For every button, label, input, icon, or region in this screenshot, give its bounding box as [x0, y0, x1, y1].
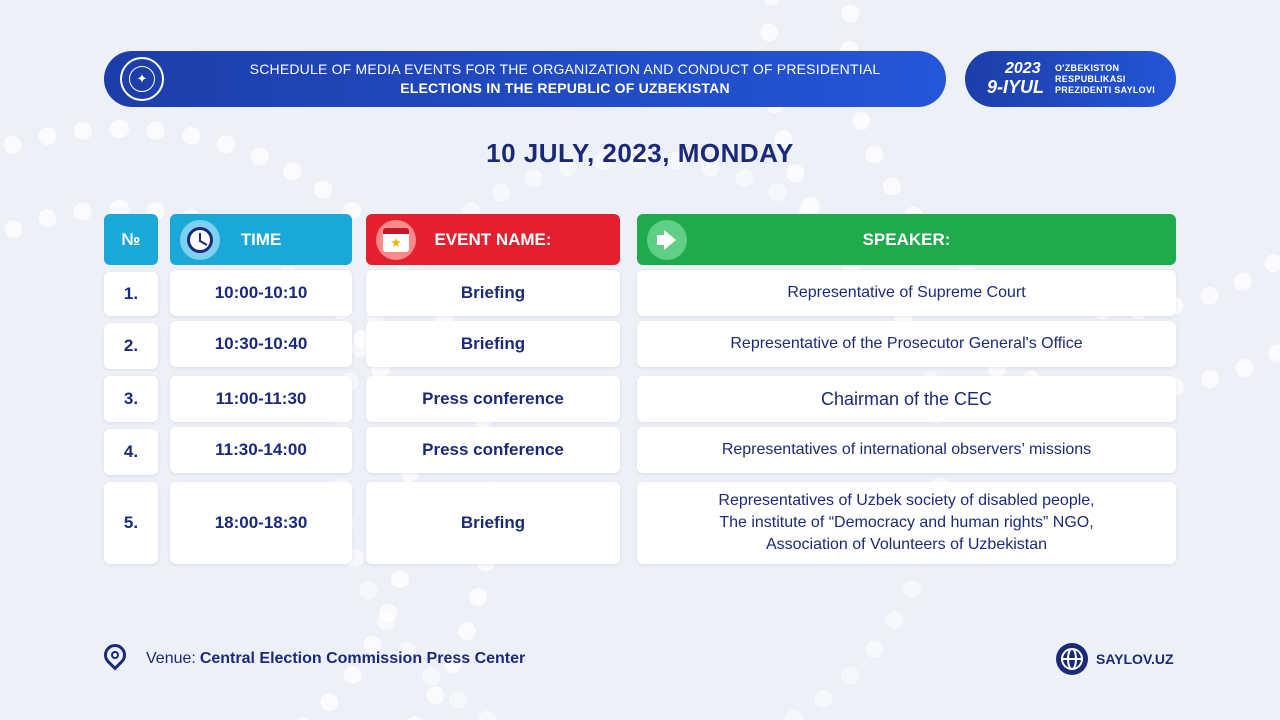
website-label: SAYLOV.UZ — [1096, 651, 1174, 667]
row-1-speaker: Representative of Supreme Court — [637, 270, 1176, 316]
row-2-speaker: Representative of the Prosecutor General's Office — [637, 321, 1176, 367]
header-event-label: EVENT NAME: — [434, 229, 552, 249]
date-title: 10 JULY, 2023, MONDAY — [486, 138, 794, 168]
row-2-time: 10:30-10:40 — [170, 321, 352, 367]
row-4-time: 11:30-14:00 — [170, 427, 352, 473]
website-link[interactable] — [1056, 642, 1174, 676]
brand-name-line3: PREZIDENTI SAYLOVI — [1055, 85, 1156, 95]
row-5-time: 18:00-18:30 — [170, 482, 352, 564]
brand-date: 9-IYUL — [987, 77, 1045, 97]
globe-icon — [1056, 643, 1088, 675]
header-title — [204, 60, 926, 98]
brand-name-line1: O'ZBEKISTON — [1055, 63, 1120, 73]
row-4-speaker: Representatives of international observers’ missions — [637, 427, 1176, 473]
row-3-time: 11:00-11:30 — [170, 376, 352, 422]
row-5-speaker-line2: The institute of “Democracy and human rights” NGO, — [719, 514, 1094, 531]
header-banner — [104, 51, 946, 107]
row-1-num: 1. — [104, 272, 158, 316]
clock-icon — [180, 220, 220, 260]
venue-value: Central Election Commission Press Center — [199, 650, 526, 667]
row-3-num: 3. — [104, 376, 158, 422]
brand-name — [1055, 63, 1155, 96]
row-5-speaker-line1: Representatives of Uzbek society of disabled people, — [718, 492, 1095, 509]
brand-year: 2023 — [1005, 60, 1041, 77]
header-speaker — [637, 214, 1176, 265]
calendar-star-icon: ★ — [376, 220, 416, 260]
emblem-icon: ✦ — [120, 57, 164, 101]
header-time-label: TIME — [240, 229, 282, 249]
header-speaker-label: SPEAKER: — [862, 229, 951, 249]
row-1-time: 10:00-10:10 — [170, 270, 352, 316]
header-num-label: № — [121, 229, 141, 249]
row-5-num: 5. — [104, 482, 158, 564]
venue-label: Venue: — [146, 650, 196, 667]
header-title-line2: ELECTIONS IN THE REPUBLIC OF UZBEKISTAN — [400, 80, 730, 96]
row-5-speaker-line3: Association of Volunteers of Uzbekistan — [765, 536, 1048, 553]
row-3-event: Press conference — [366, 376, 620, 422]
header-event — [366, 214, 620, 265]
brand-name-line2: RESPUBLIKASI — [1055, 74, 1126, 84]
location-pin-icon — [104, 644, 126, 674]
header-num — [104, 214, 158, 265]
row-3-speaker: Chairman of the CEC — [637, 376, 1176, 422]
election-brand-logo — [965, 51, 1176, 107]
row-4-event: Press conference — [366, 427, 620, 473]
megaphone-icon — [647, 220, 687, 260]
row-2-event: Briefing — [366, 321, 620, 367]
row-2-num: 2. — [104, 323, 158, 369]
row-1-event: Briefing — [366, 270, 620, 316]
row-5-event: Briefing — [366, 482, 620, 564]
row-5-speaker — [637, 482, 1176, 564]
header-time — [170, 214, 352, 265]
venue — [104, 642, 525, 676]
row-4-num: 4. — [104, 429, 158, 475]
header-title-line1: SCHEDULE OF MEDIA EVENTS FOR THE ORGANIZATION AND CONDUCT OF PRESIDENTIAL — [249, 61, 881, 77]
